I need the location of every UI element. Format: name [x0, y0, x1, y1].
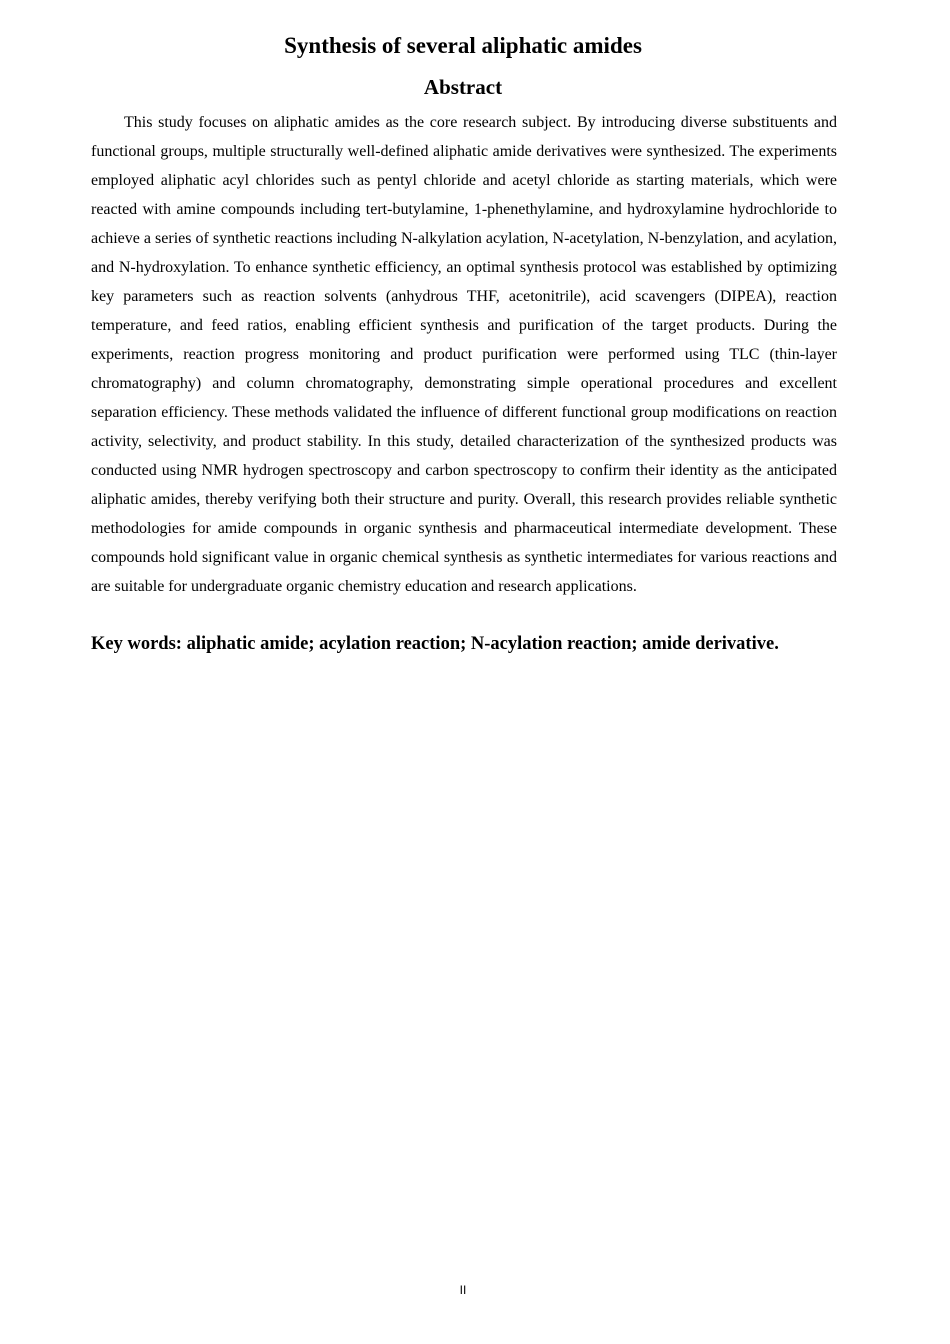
abstract-heading: Abstract: [423, 75, 503, 99]
keywords-line: Key words: aliphatic amide; acylation reaction; N-acylation reaction; amide derivative.: [91, 634, 779, 654]
abstract-paragraph: This study focuses on aliphatic amides as the core research subject. By introducing diverse substituents and functional groups, multiple structurally well-defined aliphatic amide derivatives were synthesized. The experiments employed aliphatic acyl chlorides such as pentyl chloride and acetyl chloride as starting materials, which were reacted with amine compounds including tert-butylamine, 1-phenethylamine, and hydroxylamine hydrochloride to achieve a series of synthetic reactions including N-alkylation acylation, N-acetylation, N-benzylation, and acylation, and N-hydroxylation. To enhance synthetic efficiency, an optimal synthesis protocol was established by optimizing key parameters such as reaction solvents (anhydrous THF, acetonitrile), acid scavengers (DIPEA), reaction temperature, and feed ratios, enabling efficient synthesis and purification of the target products. During the experiments, reaction progress monitoring and product purification were performed using TLC (thin-layer chromatography) and column chromatography, demonstrating simple operational procedures and excellent separation efficiency. These methods validated the influence of different functional group modifications on reaction activity, selectivity, and product stability. In this study, detailed characterization of the synthesized products was conducted using NMR hydrogen spectroscopy and carbon spectroscopy to confirm their identity as the anticipated aliphatic amides, thereby verifying both their structure and purity. Overall, this research provides reliable synthetic methodologies for amide compounds in organic synthesis and pharmaceutical intermediate development. These compounds hold significant value in organic chemical synthesis as synthetic intermediates for various reactions and are suitable for undergraduate organic chemistry education and research applications.: [91, 114, 837, 595]
paper-title: Synthesis of several aliphatic amides: [284, 33, 642, 58]
page-number: II: [459, 1283, 467, 1297]
